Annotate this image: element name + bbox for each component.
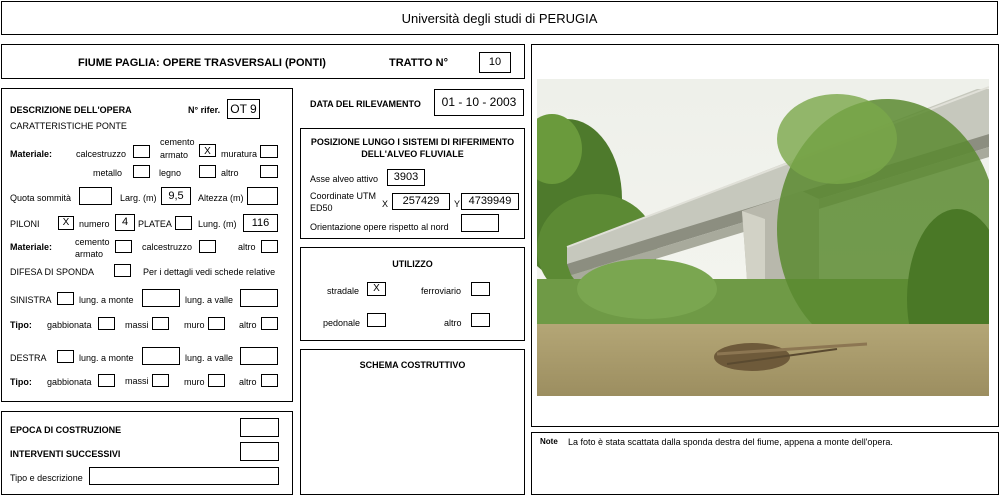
ferroviario-checkbox[interactable] (471, 282, 490, 296)
tipo-descrizione-label: Tipo e descrizione (10, 473, 83, 483)
rilievo-label: DATA DEL RILEVAMENTO (310, 99, 421, 109)
mat-legno-label: legno (159, 168, 182, 178)
university-title: Università degli studi di PERUGIA (401, 11, 598, 26)
tratto-value: 10 (479, 52, 511, 73)
destra-altro-label: altro (239, 377, 257, 387)
sinistra-gabbionata-checkbox[interactable] (98, 317, 115, 330)
piloni-label: PILONI (10, 219, 40, 229)
destra-gabbionata-label: gabbionata (47, 377, 92, 387)
altezza-field[interactable] (247, 187, 278, 205)
m2-cemento-label-1: cemento (75, 237, 110, 247)
destra-gabbionata-checkbox[interactable] (98, 374, 115, 387)
descrizione-box (1, 88, 293, 402)
altro-utilizzo-label: altro (444, 318, 462, 328)
asse-label: Asse alveo attivo (310, 174, 379, 184)
sinistra-altro-checkbox[interactable] (261, 317, 278, 330)
piloni-checkbox[interactable]: X (58, 216, 74, 230)
mat-metallo-label: metallo (93, 168, 123, 178)
pedonale-label: pedonale (323, 318, 361, 328)
pedonale-checkbox[interactable] (367, 313, 386, 327)
schema-box (300, 349, 525, 495)
destra-valle-label: lung. a valle (185, 353, 234, 363)
interventi-field[interactable] (240, 442, 279, 461)
quota-label: Quota sommità (10, 193, 72, 203)
descr-sub: CARATTERISTICHE PONTE (10, 121, 127, 131)
note-label: Note (540, 437, 558, 446)
materiale2-label: Materiale: (10, 242, 53, 252)
stradale-label: stradale (327, 286, 360, 296)
mat-muratura-label: muratura (221, 149, 258, 159)
mat-muratura-checkbox[interactable] (260, 145, 278, 158)
destra-monte-label: lung. a monte (79, 353, 134, 363)
destra-valle-field[interactable] (240, 347, 278, 365)
sinistra-label: SINISTRA (10, 295, 52, 305)
epoca-costruzione-field[interactable] (240, 418, 279, 437)
coordinate-label-2: ED50 (310, 203, 333, 213)
difesa-label: DIFESA DI SPONDA (10, 267, 95, 277)
m2-calcestruzzo-label: calcestruzzo (142, 242, 193, 252)
ferroviario-label: ferroviario (421, 286, 462, 296)
sinistra-massi-label: massi (125, 320, 149, 330)
sinistra-muro-label: muro (184, 320, 205, 330)
sinistra-gabbionata-label: gabbionata (47, 320, 92, 330)
mat-legno-checkbox[interactable] (199, 165, 216, 178)
rif-label: N° rifer. (188, 105, 221, 115)
m2-cemento-checkbox[interactable] (115, 240, 132, 253)
utilizzo-box (300, 247, 525, 341)
lunghezza-label: Lung. (m) (198, 219, 237, 229)
destra-muro-label: muro (184, 377, 205, 387)
larghezza-value: 9,5 (161, 187, 191, 205)
sinistra-monte-field[interactable] (142, 289, 180, 307)
posizione-heading-1: POSIZIONE LUNGO I SISTEMI DI RIFERIMENTO (310, 137, 515, 147)
sinistra-valle-label: lung. a valle (185, 295, 234, 305)
mat-calcestruzzo-checkbox[interactable] (133, 145, 150, 158)
tratto-label: TRATTO N° (389, 57, 448, 69)
difesa-checkbox[interactable] (114, 264, 131, 277)
mat-calcestruzzo-label: calcestruzzo (76, 149, 127, 159)
sinistra-massi-checkbox[interactable] (152, 317, 169, 330)
interventi-label: INTERVENTI SUCCESSIVI (10, 449, 121, 459)
descr-heading: DESCRIZIONE DELL'OPERA (10, 105, 132, 115)
orientazione-field[interactable] (461, 214, 499, 232)
m2-cemento-label-2: armato (75, 249, 104, 259)
x-label: X (382, 199, 389, 209)
asse-value: 3903 (387, 169, 425, 186)
mat-cemento-checkbox[interactable]: X (199, 144, 216, 157)
schema-heading: SCHEMA COSTRUTTIVO (359, 360, 466, 370)
m2-calcestruzzo-checkbox[interactable] (199, 240, 216, 253)
posizione-heading-2: DELL'ALVEO FLUVIALE (361, 149, 464, 159)
destra-tipo-label: Tipo: (10, 377, 32, 387)
mat-altro-checkbox[interactable] (260, 165, 278, 178)
tipo-descrizione-field[interactable] (89, 467, 279, 485)
mat-altro-label: altro (221, 168, 239, 178)
rif-value: OT 9 (227, 99, 260, 119)
destra-checkbox[interactable] (57, 350, 74, 363)
sinistra-tipo-label: Tipo: (10, 320, 32, 330)
altezza-label: Altezza (m) (198, 193, 244, 203)
destra-massi-checkbox[interactable] (152, 374, 169, 387)
sinistra-monte-label: lung. a monte (79, 295, 134, 305)
lunghezza-value: 116 (243, 214, 278, 232)
numero-label: numero (79, 219, 110, 229)
rilievo-value: 01 - 10 - 2003 (434, 89, 524, 116)
river-title: FIUME PAGLIA: OPERE TRASVERSALI (PONTI) (78, 57, 326, 69)
posizione-box (300, 128, 525, 239)
larghezza-label: Larg. (m) (120, 193, 157, 203)
destra-muro-checkbox[interactable] (208, 374, 225, 387)
mat-metallo-checkbox[interactable] (133, 165, 150, 178)
quota-field[interactable] (79, 187, 112, 205)
epoca-box (1, 411, 293, 495)
mat-cemento-label-2: armato (160, 150, 189, 160)
bridge-photo (537, 79, 989, 396)
sinistra-checkbox[interactable] (57, 292, 74, 305)
stradale-checkbox[interactable]: X (367, 282, 386, 296)
sinistra-muro-checkbox[interactable] (208, 317, 225, 330)
numero-value: 4 (115, 214, 135, 231)
title-box (1, 44, 525, 79)
destra-monte-field[interactable] (142, 347, 180, 365)
platea-label: PLATEA (138, 219, 172, 229)
destra-label: DESTRA (10, 353, 47, 363)
difesa-note: Per i dettagli vedi schede relative (143, 267, 276, 277)
m2-altro-label: altro (238, 242, 256, 252)
orientazione-label: Orientazione opere rispetto al nord (310, 222, 449, 232)
m2-altro-checkbox[interactable] (261, 240, 278, 253)
coordinate-label-1: Coordinate UTM (310, 191, 377, 201)
sinistra-altro-label: altro (239, 320, 257, 330)
x-value: 257429 (392, 193, 450, 210)
note-text: La foto è stata scattata dalla sponda destra del fiume, appena a monte dell'opera. (568, 437, 893, 447)
note-box (531, 432, 999, 495)
header-bar (1, 1, 998, 35)
destra-altro-checkbox[interactable] (261, 374, 278, 387)
utilizzo-heading: UTILIZZO (392, 259, 433, 269)
platea-checkbox[interactable] (175, 216, 192, 230)
materiale-label: Materiale: (10, 149, 53, 159)
sinistra-valle-field[interactable] (240, 289, 278, 307)
epoca-costruzione-label: EPOCA DI COSTRUZIONE (10, 425, 122, 435)
y-label: Y (454, 199, 461, 209)
destra-massi-label: massi (125, 376, 149, 386)
altro-utilizzo-checkbox[interactable] (471, 313, 490, 327)
mat-cemento-label-1: cemento (160, 137, 195, 147)
y-value: 4739949 (461, 193, 519, 210)
